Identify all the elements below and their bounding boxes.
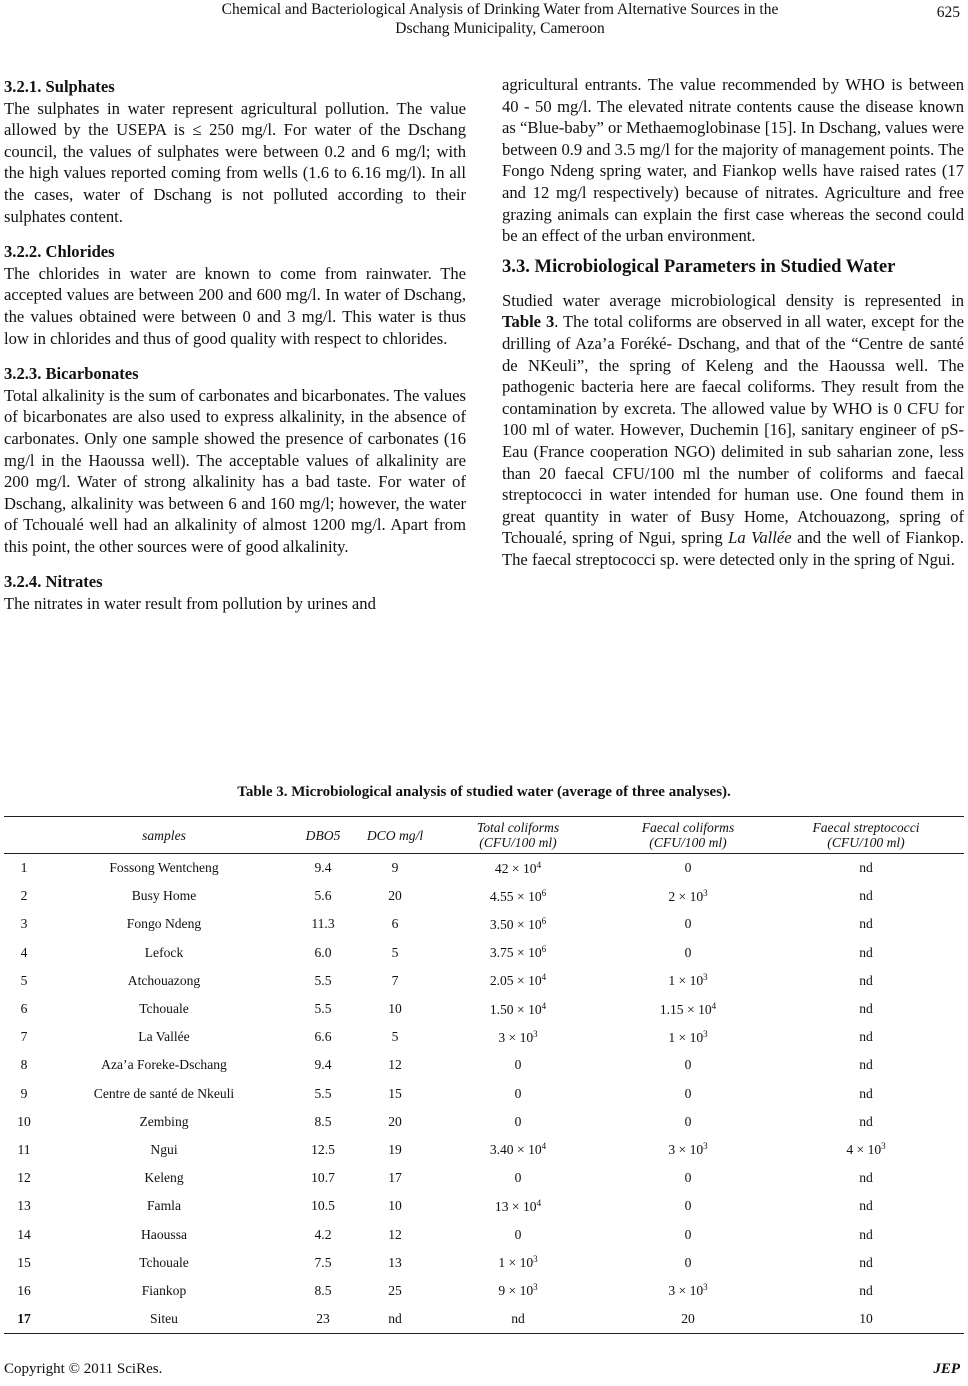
exponent: 4 [541,1000,547,1011]
total-coliforms-value: 0 [514,1057,522,1073]
header-samples: samples [44,817,284,854]
sulphates-paragraph: The sulphates in water represent agricultural pollution. The value allowed by the USEPA is ≤ 250 mg/l. For water of the Dschang council, the values of sulphates were between 0.2 and 6 mg/l; with the high values reported coming from wells (1.6 to 6.16 mg/l). In all the cases, water of Dschang is not polluted according to their sulphates content. [4,98,466,226]
faecal-streptococci-value: nd [859,1254,873,1270]
faecal-streptococci-value: nd [859,1057,873,1073]
exponent: 6 [541,944,547,955]
sample-name: Busy Home [131,888,197,904]
table-row [4,1023,964,1051]
faecal-coliforms-value: 0 [684,944,692,960]
row-index: 8 [20,1057,28,1073]
dbo5-value: 5.6 [314,888,332,904]
total-coliforms-value: $3 \times 10^3$ [498,1028,538,1045]
sample-name: Siteu [44,1305,284,1334]
table-3-reference: Table 3 [502,312,555,332]
dco-value: 10 [388,1001,402,1017]
total-coliforms-value: $4.55 \times 10^6$ [489,887,547,904]
dco-value: 20 [388,1113,402,1129]
header-title-line-1: Chemical and Bacteriological Analysis of Drinking Water from Alternative Sources in the [221,1,779,18]
exponent: 3 [703,1141,708,1152]
table-caption: Table 3. Microbiological analysis of studied water (average of three analyses). [237,784,731,800]
dco-value: 10 [388,1198,402,1214]
faecal-coliforms-value: 0 [684,1170,692,1186]
table-row [4,1080,964,1108]
header-title [120,0,880,38]
journal-abbrev: JEP [933,1361,960,1377]
table-row [4,1220,964,1248]
faecal-coliforms-value: $2 \times 10^3$ [668,887,708,904]
dco-value: nd [362,1305,428,1334]
header-faecal-streptococci: Faecal streptococci (CFU/100 ml) [768,817,964,854]
faecal-streptococci-value: nd [859,972,873,988]
dbo5-value: 5.5 [314,1085,332,1101]
total-coliforms-value: $1.50 \times 10^4$ [489,1000,547,1017]
sample-name: Fossong Wentcheng [109,860,219,876]
dco-value: 5 [391,1029,399,1045]
exponent: 4 [541,972,547,983]
sample-name: Fongo Ndeng [126,916,202,932]
table-row [4,1192,964,1220]
total-coliforms-value: 0 [514,1170,522,1186]
header-unit: (CFU/100 ml) [649,835,727,850]
faecal-streptococci-value: nd [859,1001,873,1017]
table-row [4,995,964,1023]
dbo5-value: 9.4 [314,1057,332,1073]
table-row [4,1136,964,1164]
dco-value: 25 [388,1282,402,1298]
row-index: 4 [20,944,28,960]
header-unit: (CFU/100 ml) [827,835,905,850]
table-body [4,854,964,1334]
row-index: 7 [20,1029,28,1045]
sample-name: Fiankop [141,1282,187,1298]
header-unit: (CFU/100 ml) [479,835,557,850]
header-dbo5: DBO5 [284,817,362,854]
dco-value: 9 [391,860,399,876]
table-row [4,967,964,995]
table-row [4,1305,964,1334]
total-coliforms-value: 0 [514,1085,522,1101]
nitrates-paragraph-continued: agricultural entrants. The value recommended by WHO is between 40 - 50 mg/l. The elevated nitrate contents cause the disease known as “Blue-baby” or Methaemoglobinase [15]. In Dschang, values were between 0.9 and 3.5 mg/l for the majority of management points. The Fongo Ndeng spring water, and Fiankop wells have raised rates (17 and 12 mg/l respectively) because of nitrates. Agriculture and free grazing animals can explain the first case whereas the second could be an effect of the urban environment. [502,75,964,246]
faecal-streptococci-value: nd [859,1029,873,1045]
dbo5-value: 10.5 [311,1198,335,1214]
sample-name: Ngui [150,1141,178,1157]
table-header-row [4,817,964,854]
page-number: 625 [936,4,960,21]
dbo5-value: 8.5 [314,1113,332,1129]
table-row [4,882,964,910]
row-index: 6 [20,1001,28,1017]
sample-name: Centre de santé de Nkeuli [93,1085,235,1101]
exponent: 4 [541,1141,547,1152]
table-row [4,1051,964,1079]
faecal-streptococci-value: nd [859,1282,873,1298]
faecal-streptococci-value: nd [859,944,873,960]
faecal-streptococci-value: nd [859,1113,873,1129]
header-faecal-coliforms: Faecal coliforms (CFU/100 ml) [608,817,768,854]
copyright-text: Copyright © 2011 SciRes. [4,1361,163,1377]
microbiological-section-heading: 3.3. Microbiological Parameters in Studied Water [502,255,896,277]
header-index [4,817,44,854]
header-total-coliforms: Total coliforms (CFU/100 ml) [428,817,608,854]
total-coliforms-value: $3.40 \times 10^4$ [489,1141,547,1158]
faecal-streptococci-value: nd [859,1085,873,1101]
nitrates-heading: 3.2.4. Nitrates [4,572,103,592]
exponent: 3 [533,1282,538,1293]
table-row [4,1249,964,1277]
row-index: 1 [20,860,28,876]
sample-name: Tchouale [139,1001,189,1017]
total-coliforms-value: $42 \times 10^4$ [494,859,542,876]
dco-value: 20 [388,888,402,904]
faecal-coliforms-value: 0 [684,1198,692,1214]
row-index: 5 [20,972,28,988]
sample-name: Famla [147,1198,181,1214]
row-index: 16 [17,1282,31,1298]
row-index: 3 [20,916,28,932]
sample-name: Tchouale [139,1254,189,1270]
row-index: 15 [17,1254,31,1270]
row-index: 13 [17,1198,31,1214]
dco-value: 7 [391,972,399,988]
microbiological-table [4,816,964,1334]
faecal-coliforms-value: $1 \times 10^3$ [668,1028,708,1045]
total-coliforms-value: $3.75 \times 10^6$ [489,944,547,961]
dco-value: 17 [388,1170,402,1186]
bicarbonates-heading: 3.2.3. Bicarbonates [4,364,139,384]
exponent: 3 [533,1254,538,1265]
la-vallee-italic: La Vallée [728,528,792,548]
row-index: 17 [4,1305,44,1334]
table-row [4,1277,964,1305]
exponent: 4 [536,1197,542,1208]
sample-name: Aza’a Foreke-Dschang [101,1057,227,1073]
faecal-streptococci-value: nd [859,888,873,904]
dbo5-value: 4.2 [314,1226,332,1242]
dbo5-value: 6.6 [314,1029,332,1045]
sample-name: Zembing [139,1113,189,1129]
right-column [502,74,964,570]
exponent: 3 [703,887,708,898]
exponent: 6 [541,915,547,926]
faecal-coliforms-value: 0 [684,1226,692,1242]
sample-name: Atchouazong [127,972,201,988]
dbo5-value: 12.5 [311,1141,335,1157]
faecal-streptococci-value: nd [859,1170,873,1186]
total-coliforms-value: $3.50 \times 10^6$ [489,915,547,932]
dbo5-value: 5.5 [314,972,332,988]
exponent: 4 [536,859,542,870]
dco-value: 19 [388,1141,402,1157]
row-index: 2 [20,888,28,904]
total-coliforms-value: $2.05 \times 10^4$ [489,972,547,989]
exponent: 4 [711,1000,717,1011]
faecal-coliforms-value: $1 \times 10^3$ [668,972,708,989]
exponent: 3 [533,1028,538,1039]
micro-text-2: . The total coliforms are observed in all water, except for the drilling of Aza’a Foréké- Dschang, and that of the “Centre de santé de NKeuli”, the spring of Keleng and the Haoussa well. The pathogenic bacteria here are faecal coliforms. They result from the contamination by excreta. The allowed value by WHO is 0 CFU for 100 ml of water. However, Duchemin [16], sanitary engineer of pS-Eau (France cooperation NGO) delimited in sub saharian zone, less than 20 faecal CFU/100 ml the number of coliforms and faecal streptococci in water intended for human use. One found them in great quantity in water of Busy Home, Atchouazong, spring of Tchoualé, spring of Ngui, spring [502,312,964,548]
table-row [4,910,964,938]
exponent: 3 [703,1028,708,1039]
page-footer [4,1361,960,1378]
faecal-coliforms-value: $3 \times 10^3$ [668,1282,708,1299]
bicarbonates-paragraph: Total alkalinity is the sum of carbonates and bicarbonates. The values of bicarbonates are also used to express alkalinity, in the absence of carbonates. Only one sample showed the presence of carbonates (16 mg/l in the Haoussa well). The acceptable values of alkalinity are 200 mg/l. Water of strong alkalinity has a bad taste. For water of Dschang, alkalinity was between 6 and 160 mg/l; however, the water of Tchoualé well had an alkalinity of almost 1200 mg/l. Apart from this point, the other sources were of good alkalinity. [4,385,466,556]
total-coliforms-value: nd [428,1305,608,1334]
sample-name: Haoussa [140,1226,188,1242]
dco-value: 6 [391,916,399,932]
total-coliforms-value: 0 [514,1226,522,1242]
sulphates-heading: 3.2.1. Sulphates [4,77,115,96]
row-index: 11 [17,1141,31,1157]
sample-name: Lefock [144,944,184,960]
faecal-coliforms-value: 20 [608,1305,768,1334]
total-coliforms-value: $1 \times 10^3$ [498,1254,538,1271]
exponent: 3 [881,1141,886,1152]
chlorides-heading: 3.2.2. Chlorides [4,242,115,262]
table-row [4,1164,964,1192]
running-header [0,0,968,48]
faecal-coliforms-value: 0 [684,1085,692,1101]
dbo5-value: 9.4 [314,860,332,876]
faecal-streptococci-value: nd [859,1226,873,1242]
dbo5-value: 6.0 [314,944,332,960]
dbo5-value: 7.5 [314,1254,332,1270]
header-dco: DCO mg/l [362,817,428,854]
total-coliforms-value: $13 \times 10^4$ [494,1197,542,1214]
dbo5-value: 23 [284,1305,362,1334]
faecal-coliforms-value: 0 [684,1113,692,1129]
microbiological-paragraph [502,290,964,571]
row-index: 9 [20,1085,28,1101]
total-coliforms-value: $9 \times 10^3$ [498,1282,538,1299]
faecal-streptococci-value: nd [859,860,873,876]
table-row [4,1108,964,1136]
row-index: 10 [17,1113,31,1129]
table-row [4,939,964,967]
faecal-coliforms-value: $1.15 \times 10^4$ [659,1000,717,1017]
exponent: 3 [703,1282,708,1293]
micro-text-1: Studied water average microbiological density is represented in [502,290,964,310]
chlorides-paragraph: The chlorides in water are known to come from rainwater. The accepted values are between 200 and 600 mg/l. In water of Dschang, the values obtained were between 0 and 3 mg/l. This water is thus low in chlorides and thus of good quality with respect to chlorides. [4,263,466,348]
dbo5-value: 5.5 [314,1001,332,1017]
micro-text-3: and the well of Fiankop. The faecal streptococci sp. were detected only in the spring of Ngui. [502,528,965,569]
faecal-coliforms-value: 0 [684,860,692,876]
exponent: 6 [541,887,547,898]
header-title-line-2: Dschang Municipality, Cameroon [395,20,605,37]
dco-value: 15 [388,1085,402,1101]
dbo5-value: 8.5 [314,1282,332,1298]
exponent: 3 [703,972,708,983]
faecal-streptococci-value: 10 [768,1305,964,1334]
faecal-coliforms-value: 0 [684,1254,692,1270]
table-row [4,854,964,883]
dco-value: 5 [391,944,399,960]
left-column [4,76,466,615]
row-index: 12 [17,1170,31,1186]
sample-name: La Vallée [138,1029,190,1045]
faecal-streptococci-value: $4 \times 10^3$ [846,1141,886,1158]
faecal-coliforms-value: $3 \times 10^3$ [668,1141,708,1158]
sample-name: Keleng [144,1170,184,1186]
row-index: 14 [17,1226,31,1242]
faecal-coliforms-value: 0 [684,1057,692,1073]
faecal-streptococci-value: nd [859,1198,873,1214]
total-coliforms-value: 0 [514,1113,522,1129]
dbo5-value: 11.3 [311,916,335,932]
faecal-streptococci-value: nd [859,916,873,932]
dco-value: 12 [388,1057,402,1073]
dco-value: 13 [388,1254,402,1270]
nitrates-paragraph: The nitrates in water result from pollution by urines and [4,594,376,614]
dbo5-value: 10.7 [311,1170,335,1186]
dco-value: 12 [388,1226,402,1242]
faecal-coliforms-value: 0 [684,916,692,932]
